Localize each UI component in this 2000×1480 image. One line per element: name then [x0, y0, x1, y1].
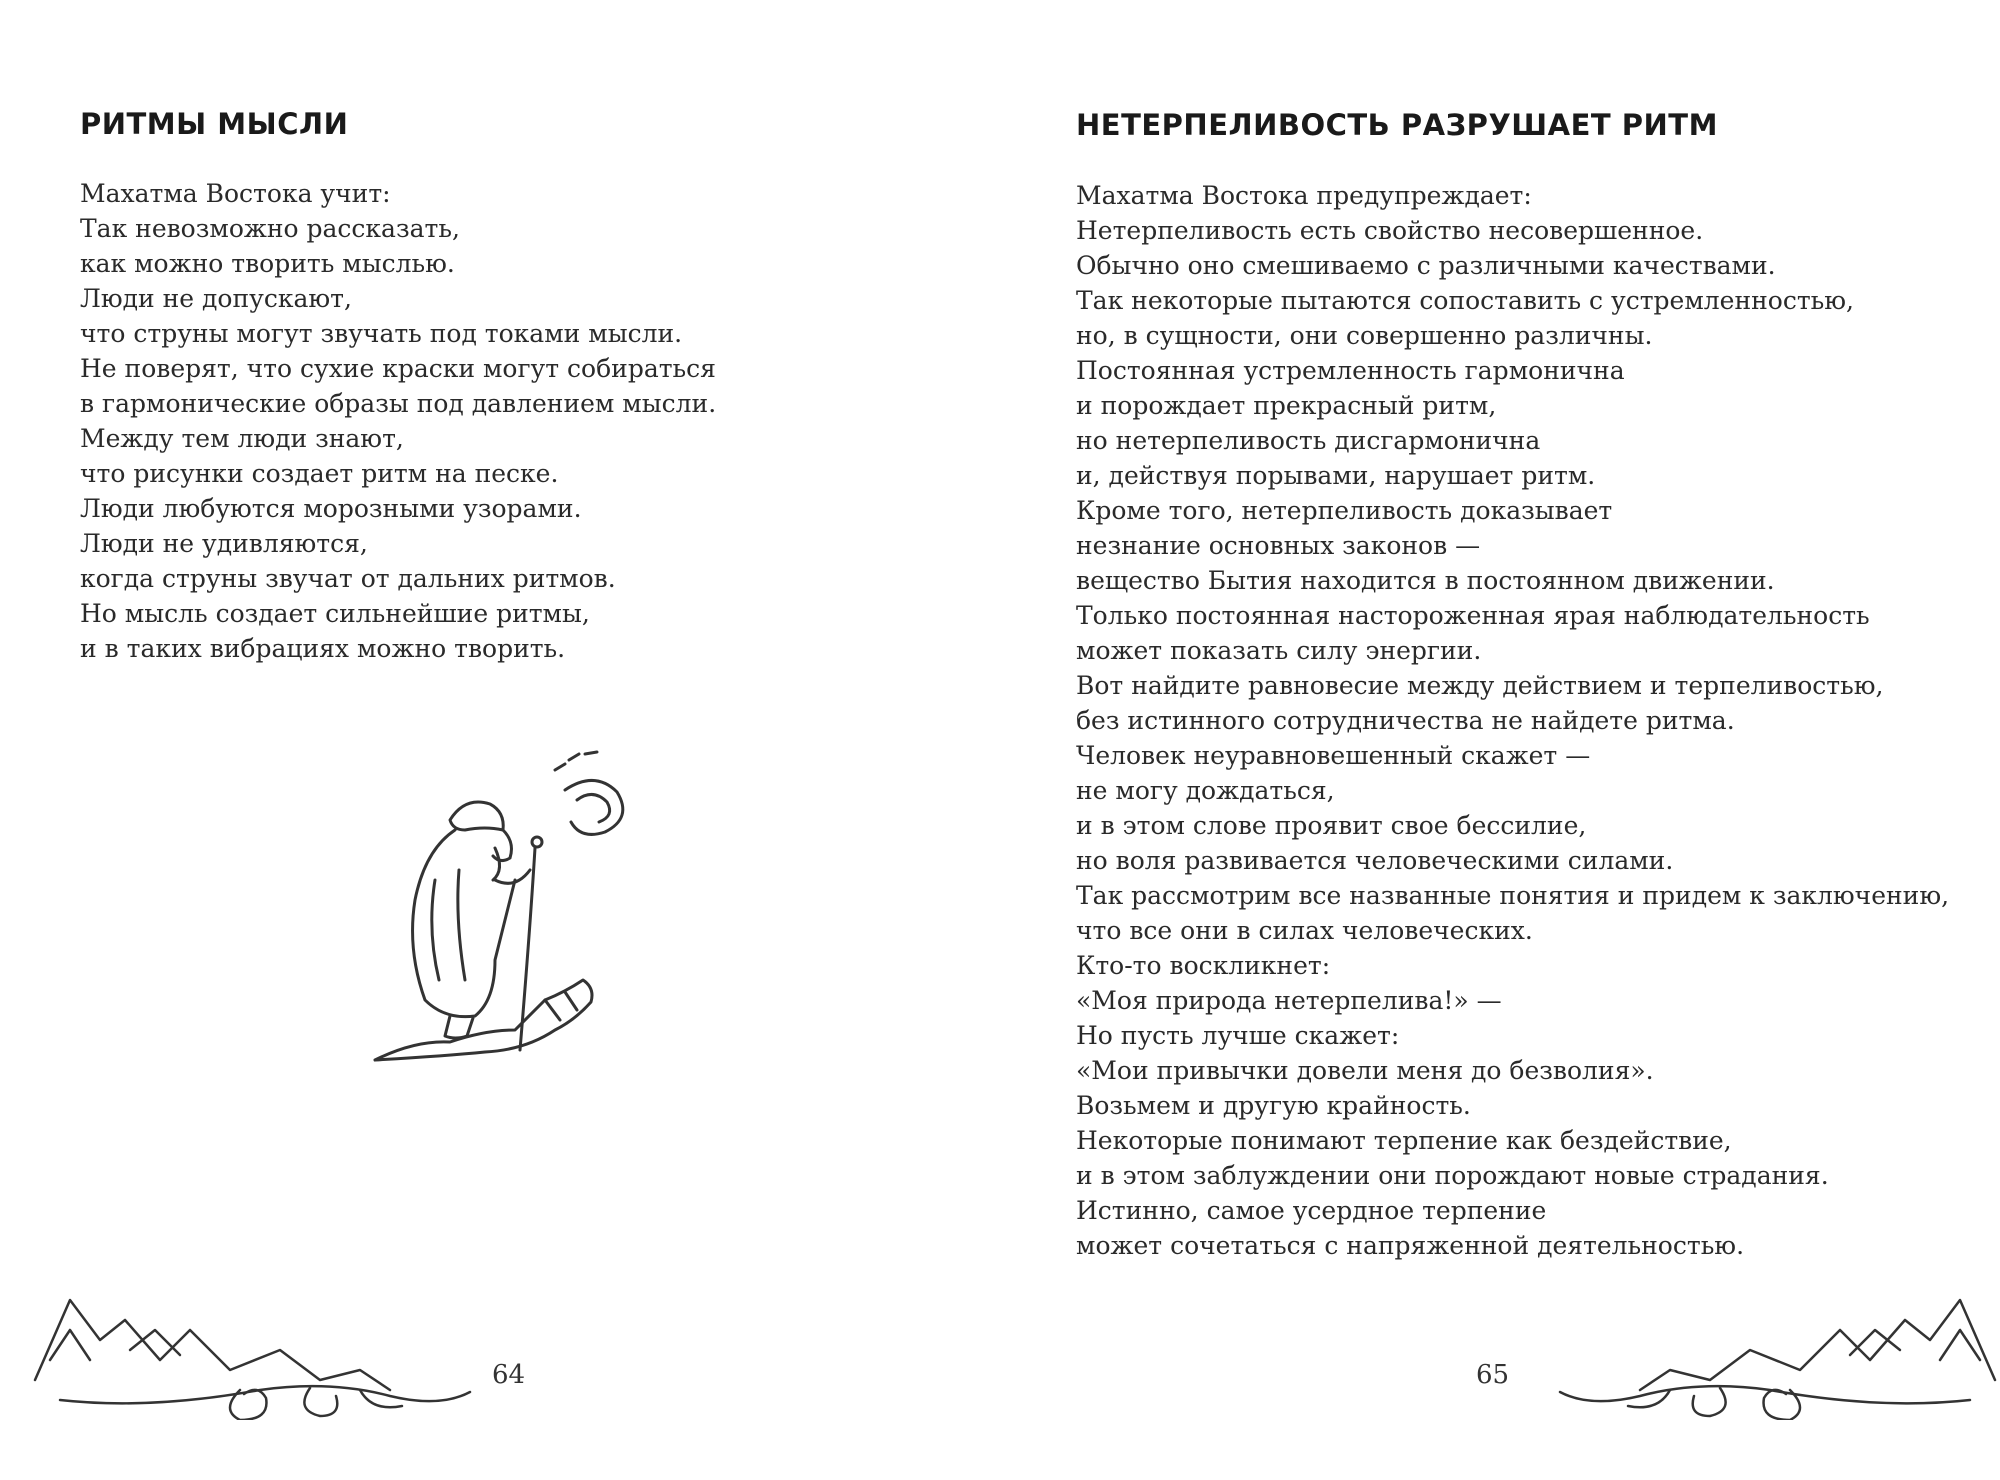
- page-number: 64: [492, 1360, 526, 1390]
- text-line: Так некоторые пытаются сопоставить с устремленностью,: [1076, 286, 1854, 315]
- text-line: «Моя природа нетерпелива!» —: [1076, 986, 1502, 1015]
- text-line: но, в сущности, они совершенно различны.: [1076, 321, 1653, 350]
- text-line: что рисунки создает ритм на песке.: [80, 459, 559, 488]
- text-line: Но мысль создает сильнейшие ритмы,: [80, 599, 590, 628]
- text-line: как можно творить мыслью.: [80, 249, 455, 278]
- text-line: Люди не допускают,: [80, 284, 352, 313]
- text-line: Между тем люди знают,: [80, 424, 404, 453]
- left-page-title: РИТМЫ МЫСЛИ: [80, 107, 349, 141]
- text-line: Так невозможно рассказать,: [80, 214, 460, 243]
- text-line: Махатма Востока учит:: [80, 179, 391, 208]
- text-line: «Мои привычки довели меня до безволия».: [1076, 1056, 1654, 1085]
- text-line: без истинного сотрудничества не найдете ритма.: [1076, 706, 1735, 735]
- left-page-text: [80, 176, 716, 666]
- text-line: и, действуя порывами, нарушает ритм.: [1076, 461, 1596, 490]
- text-line: Махатма Востока предупреждает:: [1076, 181, 1532, 210]
- text-line: Кто-то воскликнет:: [1076, 951, 1331, 980]
- text-line: Постоянная устремленность гармонична: [1076, 356, 1625, 385]
- text-line: Не поверят, что сухие краски могут собираться: [80, 354, 716, 383]
- text-line: что струны могут звучать под токами мысли.: [80, 319, 683, 348]
- text-line: и в этом заблуждении они порождают новые страдания.: [1076, 1161, 1829, 1190]
- text-line: Только постоянная настороженная ярая наблюдательность: [1076, 601, 1870, 630]
- text-line: Кроме того, нетерпеливость доказывает: [1076, 496, 1613, 525]
- right-page: [1000, 0, 2000, 1480]
- mountain-ornament-icon: [30, 1270, 510, 1420]
- text-line: Так рассмотрим все названные понятия и придем к заключению,: [1076, 881, 1950, 910]
- text-line: и в таких вибрациях можно творить.: [80, 634, 566, 663]
- text-line: Некоторые понимают терпение как бездействие,: [1076, 1126, 1732, 1155]
- text-line: Люди любуются морозными узорами.: [80, 494, 582, 523]
- text-line: что все они в силах человеческих.: [1076, 916, 1533, 945]
- text-line: но нетерпеливость дисгармонична: [1076, 426, 1541, 455]
- text-line: Человек неуравновешенный скажет —: [1076, 741, 1591, 770]
- text-line: вещество Бытия находится в постоянном движении.: [1076, 566, 1775, 595]
- text-line: Обычно оно смешиваемо с различными качествами.: [1076, 251, 1776, 280]
- text-line: может сочетаться с напряженной деятельностью.: [1076, 1231, 1745, 1260]
- text-line: Люди не удивляются,: [80, 529, 368, 558]
- text-line: Вот найдите равновесие между действием и терпеливостью,: [1076, 671, 1884, 700]
- text-line: но воля развивается человеческими силами.: [1076, 846, 1674, 875]
- right-page-title: НЕТЕРПЕЛИВОСТЬ РАЗРУШАЕТ РИТМ: [1076, 108, 1718, 142]
- page-number: 65: [1476, 1360, 1510, 1390]
- text-line: Возьмем и другую крайность.: [1076, 1091, 1471, 1120]
- text-line: незнание основных законов —: [1076, 531, 1481, 560]
- mountain-ornament-icon: [1520, 1270, 2000, 1420]
- right-page-text: [1076, 178, 1949, 1263]
- text-line: и порождает прекрасный ритм,: [1076, 391, 1497, 420]
- text-line: когда струны звучат от дальних ритмов.: [80, 564, 616, 593]
- text-line: Нетерпеливость есть свойство несовершенное.: [1076, 216, 1704, 245]
- text-line: Истинно, самое усердное терпение: [1076, 1196, 1547, 1225]
- text-line: и в этом слове проявит свое бессилие,: [1076, 811, 1587, 840]
- text-line: Но пусть лучше скажет:: [1076, 1021, 1400, 1050]
- text-line: может показать силу энергии.: [1076, 636, 1482, 665]
- text-line: в гармонические образы под давлением мысли.: [80, 389, 717, 418]
- wanderer-on-mountain-icon: [355, 730, 665, 1070]
- text-line: не могу дождаться,: [1076, 776, 1335, 805]
